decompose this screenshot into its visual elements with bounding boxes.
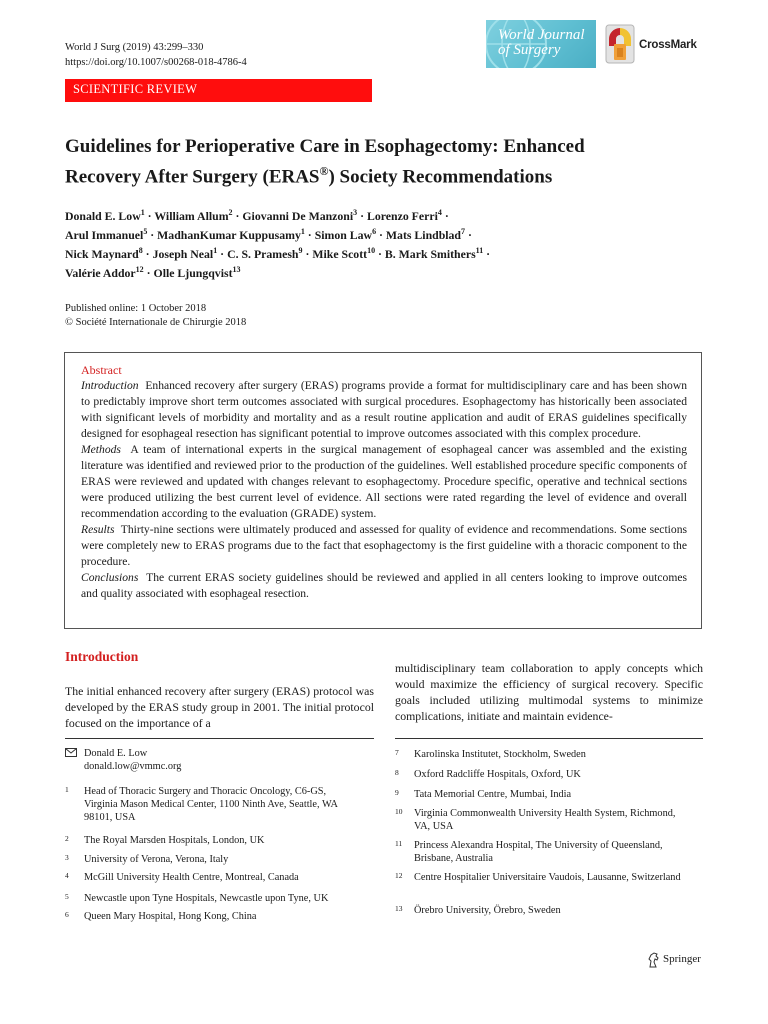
affiliation-item	[395, 904, 685, 917]
author-affiliation-number: 4	[437, 208, 442, 217]
published-date: Published online: 1 October 2018	[65, 303, 207, 314]
correspondence	[65, 747, 365, 773]
affiliation-text: Newcastle upon Tyne Hospitals, Newcastle upon Tyne, UK	[84, 893, 329, 904]
crossmark-icon	[605, 24, 635, 64]
abstract-conclusions-label: Conclusions	[81, 571, 139, 584]
author-name[interactable]: Arul Immanuel	[65, 227, 144, 242]
journal-logo-line1: World Journal	[498, 27, 585, 43]
affiliation-number: 1	[65, 785, 69, 794]
abstract-introduction-label: Introduction	[81, 379, 139, 392]
author-affiliation-number: 1	[300, 226, 305, 236]
affiliation-text: The Royal Marsden Hospitals, London, UK	[84, 835, 265, 846]
author-name[interactable]: Mike Scott	[312, 246, 368, 261]
crossmark-label: CrossMark	[639, 39, 697, 51]
affiliation-number: 13	[395, 904, 403, 913]
affiliation-text: Centre Hospitalier Universitaire Vaudois, Lausanne, Switzerland	[414, 872, 681, 883]
author-name[interactable]: Olle Ljungqvist	[153, 265, 233, 280]
doi-link[interactable]: https://doi.org/10.1007/s00268-018-4786-4	[65, 57, 247, 68]
affiliation-text: Karolinska Institutet, Stockholm, Sweden	[414, 749, 586, 760]
abstract-conclusions-text: The current ERAS society guidelines should be reviewed and applied in all centers looking to improve outcomes and quality associated with esophageal resection.	[81, 571, 687, 600]
affiliation-number: 6	[65, 910, 69, 919]
author-affiliation-number: 12	[135, 264, 144, 274]
abstract-conclusions	[81, 570, 687, 602]
springer-horse-icon	[648, 952, 660, 968]
abstract-methods	[81, 442, 687, 522]
publisher-name: Springer	[663, 953, 701, 965]
author-affiliation-number: 8	[138, 245, 143, 255]
affiliation-text: Tata Memorial Centre, Mumbai, India	[414, 789, 572, 800]
author-name[interactable]: Mats Lindblad	[385, 227, 461, 242]
author-affiliation-number: 7	[461, 226, 465, 236]
abstract-heading: Abstract	[81, 363, 122, 377]
author-affiliation-number: 10	[367, 245, 376, 255]
author-affiliation-number: 13	[232, 264, 241, 274]
affiliation-item	[65, 834, 355, 847]
author-affiliation-number: 5	[143, 226, 148, 236]
affiliation-text: McGill University Health Centre, Montreal, Canada	[84, 872, 299, 883]
author-name[interactable]: Donald E. Low	[65, 208, 141, 223]
registered-mark: ®	[319, 164, 329, 178]
journal-citation	[65, 40, 247, 70]
footnote-divider-right	[395, 738, 703, 739]
introduction-heading: Introduction	[65, 649, 139, 664]
title-line1: Guidelines for Perioperative Care in Esophagectomy: Enhanced	[65, 136, 585, 157]
author-affiliation-number: 11	[475, 245, 484, 255]
author-affiliation-number: 1	[213, 245, 218, 255]
affiliation-item	[395, 768, 685, 781]
author-affiliation-number: 2	[228, 208, 233, 217]
affiliation-item	[65, 785, 355, 824]
affiliation-item	[395, 839, 685, 865]
author-name[interactable]: C. S. Pramesh	[227, 246, 299, 261]
affiliation-text: Princess Alexandra Hospital, The University of Queensland, Brisbane, Australia	[414, 840, 663, 864]
affiliation-text: Head of Thoracic Surgery and Thoracic Oncology, C6-GS, Virginia Mason Medical Center, 1100 Ninth Ave, Seattle, WA 98101, USA	[84, 786, 338, 823]
title-line2-end: ) Society Recommendations	[328, 166, 553, 188]
author-name[interactable]: Simon Law	[314, 227, 373, 242]
affiliation-text: Örebro University, Örebro, Sweden	[414, 905, 561, 916]
publication-info	[65, 302, 246, 330]
author-name[interactable]: Nick Maynard	[65, 246, 139, 261]
abstract-introduction-text: Enhanced recovery after surgery (ERAS) programs provide a format for multidisciplinary care and has been shown to predictably improve short term outcomes associated with surgical procedures. Esophagectomy has historically been associated with significant levels of morbidity and mortality and as a result routine application and audit of ERAS guidelines specifically designed for esophageal resection has significant potential to improve outcomes associated with this complex procedure.	[81, 379, 688, 440]
affiliation-number: 8	[395, 768, 399, 777]
abstract-methods-label: Methods	[81, 443, 121, 456]
journal-logo[interactable]	[486, 20, 596, 68]
affiliation-number: 5	[65, 892, 69, 901]
author-name[interactable]: Joseph Neal	[152, 246, 214, 261]
affiliation-number: 4	[65, 871, 69, 880]
copyright-notice: © Société Internationale de Chirurgie 2018	[65, 317, 247, 328]
author-name[interactable]: B. Mark Smithers	[384, 246, 476, 261]
author-name[interactable]: Valérie Addor	[65, 265, 136, 280]
introduction-text-right: multidisciplinary team collaboration to apply concepts which would maximize the efficiency of surgical recovery. Specific goals included utilizing multimodal systems to minimize complications, initiate and maintain evidence-	[395, 661, 703, 723]
affiliation-text: Virginia Commonwealth University Health System, Richmond, VA, USA	[414, 808, 676, 832]
abstract-results	[81, 522, 687, 570]
crossmark-badge[interactable]	[605, 24, 705, 64]
section-label: SCIENTIFIC REVIEW	[65, 79, 372, 102]
author-name[interactable]: William Allum	[154, 208, 229, 223]
affiliation-number: 10	[395, 807, 403, 816]
affiliation-number: 12	[395, 871, 403, 880]
affiliation-item	[395, 748, 685, 761]
footnote-divider-left	[65, 738, 374, 739]
affiliation-item	[395, 788, 685, 801]
affiliation-item	[65, 892, 355, 905]
citation-line: World J Surg (2019) 43:299–330	[65, 42, 204, 53]
author-affiliation-number: 1	[140, 208, 145, 217]
author-affiliation-number: 6	[372, 226, 377, 236]
author-name[interactable]: MadhanKumar Kuppusamy	[157, 227, 301, 242]
correspondence-name: Donald E. Low	[84, 748, 148, 759]
affiliation-item	[65, 871, 355, 884]
journal-logo-line2: of Surgery	[498, 42, 561, 58]
abstract-results-label: Results	[81, 523, 115, 536]
abstract-methods-text: A team of international experts in the surgical management of esophageal cancer was assembled and the existing literature was identified and reviewed prior to the production of the guidelines. Well established procedure specific components of ERAS were reviewed and updated with changes relevant to esophagectomy. Procedure specific, operative and technical sections were produced utilizing the best current level of evidence. All sections were rated regarding the level of evidence and overall recommendation according to the evaluation (GRADE) system.	[81, 443, 687, 520]
author-affiliation-number: 3	[353, 208, 358, 217]
affiliation-number: 3	[65, 853, 69, 862]
envelope-icon	[65, 748, 77, 757]
author-name[interactable]: Giovanni De Manzoni	[242, 208, 354, 223]
correspondence-email[interactable]: donald.low@vmmc.org	[84, 761, 182, 772]
abstract-introduction	[81, 378, 687, 442]
affiliation-number: 2	[65, 834, 69, 843]
affiliation-number: 11	[395, 839, 403, 848]
affiliation-number: 7	[395, 748, 399, 757]
affiliation-text: University of Verona, Verona, Italy	[84, 854, 229, 865]
introduction-text-left: The initial enhanced recovery after surgery (ERAS) protocol was developed by the ERAS study group in 2001. The initial protocol focused on the importance of a	[65, 684, 374, 730]
abstract-box	[64, 352, 702, 629]
author-name[interactable]: Lorenzo Ferri	[367, 208, 438, 223]
affiliation-item	[395, 871, 685, 884]
abstract-results-text: Thirty-nine sections were ultimately produced and assessed for quality of evidence and recommendations. Some sections were completely new to ERAS programs due to the fact that esophagectomy is the first guideline with a thoracic component to the procedure.	[81, 523, 688, 568]
author-affiliation-number: 9	[298, 245, 303, 255]
title-line2-start: Recovery After Surgery (ERAS	[65, 166, 320, 188]
article-title	[65, 135, 695, 189]
affiliation-text: Queen Mary Hospital, Hong Kong, China	[84, 911, 257, 922]
affiliation-item	[65, 910, 355, 923]
affiliation-number: 9	[395, 788, 399, 797]
author-list: Donald E. Low$^1$ · William Allum$^2$ · Giovanni De Manzoni$^3$ · Lorenzo Ferri$^4$ · Arul Immanuel$^5$ · MadhanKumar Kuppusamy$^1$ · Simon Law$^6$ · Mats Lindblad$^7$ · Nick Maynard$^8$ · Joseph Neal$^1$ · C. S. Pramesh$^9$ · Mike Scott$^{10}$ · B. Mark Smithers$^{11}$ · Valérie Addor$^{12}$ · Olle Ljungqvist$^{13}$	[65, 208, 491, 280]
affiliation-text: Oxford Radcliffe Hospitals, Oxford, UK	[414, 769, 581, 780]
affiliation-item	[395, 807, 685, 833]
affiliation-item	[65, 853, 355, 866]
